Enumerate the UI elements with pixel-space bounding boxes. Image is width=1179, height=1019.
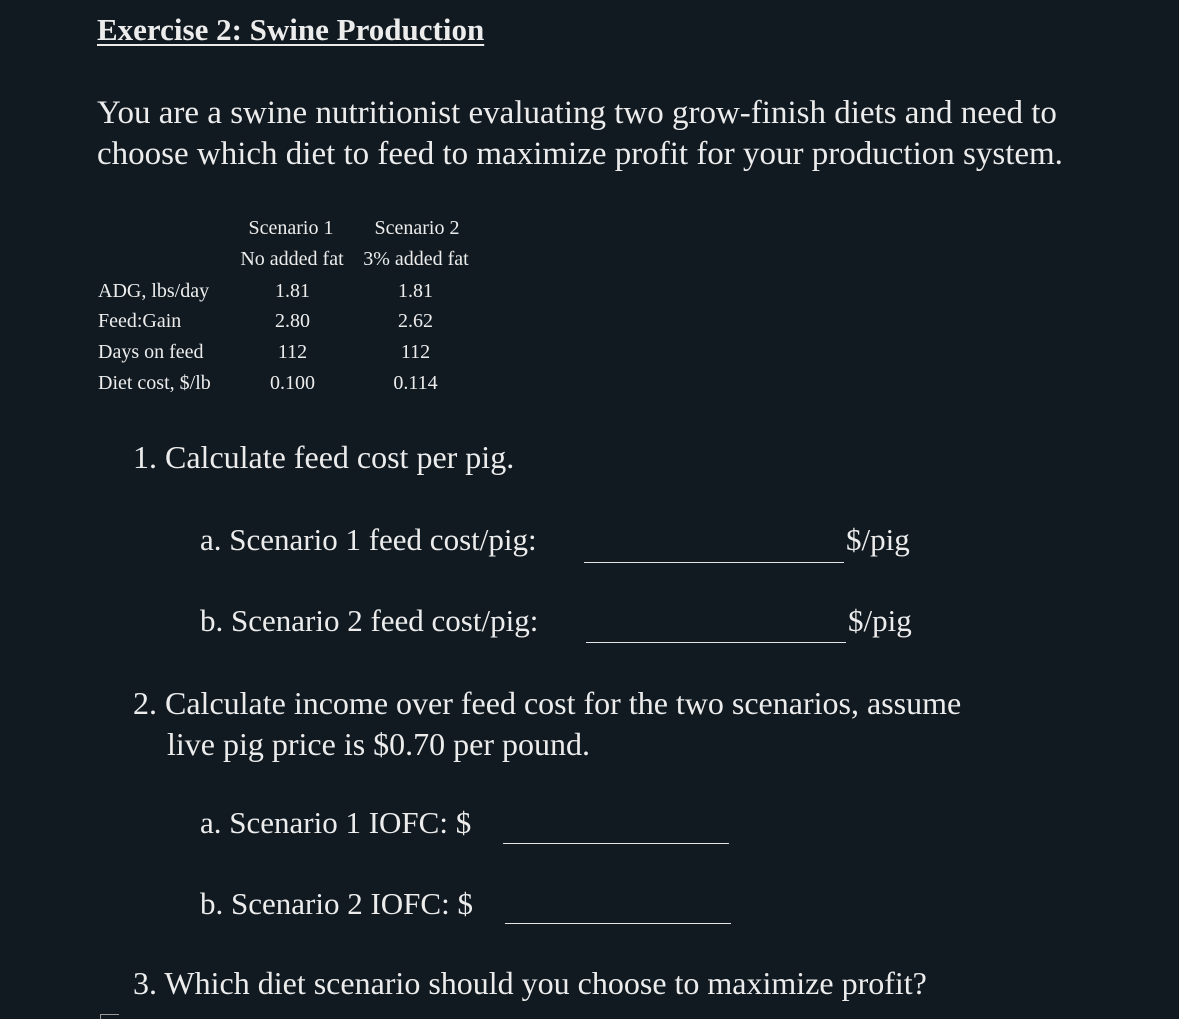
question-2-line-2: live pig price is $0.70 per pound. bbox=[167, 726, 591, 762]
cell-feed-gain-s2: 2.62 bbox=[398, 310, 433, 332]
cell-adg-s1: 1.81 bbox=[275, 280, 310, 302]
q2a-answer-blank[interactable] bbox=[503, 843, 729, 844]
question-2-line-1: 2. Calculate income over feed cost for the two scenarios, assume bbox=[133, 685, 962, 721]
intro-paragraph: You are a swine nutritionist evaluating two grow-finish diets and need to choose which diet to feed to maximize profit for your production system. bbox=[97, 95, 1063, 172]
q2b-answer-blank[interactable] bbox=[505, 923, 731, 924]
q1b-label: b. Scenario 2 feed cost/pig: bbox=[200, 603, 539, 638]
question-2 bbox=[133, 683, 1133, 765]
question-1: 1. Calculate feed cost per pig. bbox=[133, 439, 515, 475]
question-3: 3. Which diet scenario should you choose to maximize profit? bbox=[133, 965, 927, 1001]
cell-adg-s2: 1.81 bbox=[398, 280, 433, 302]
header-scenario-1: Scenario 1 bbox=[248, 217, 334, 239]
row-label-diet-cost: Diet cost, $/lb bbox=[98, 372, 211, 394]
cell-diet-cost-s1: 0.100 bbox=[270, 372, 315, 394]
q1b-unit: $/pig bbox=[848, 603, 912, 638]
row-label-days-on-feed: Days on feed bbox=[98, 341, 204, 363]
header-3pct-added-fat: 3% added fat bbox=[363, 248, 469, 270]
q1b-answer-blank[interactable] bbox=[586, 642, 846, 643]
q1a-unit: $/pig bbox=[846, 522, 910, 557]
q1a-label: a. Scenario 1 feed cost/pig: bbox=[200, 522, 537, 557]
page-title: Exercise 2: Swine Production bbox=[97, 12, 485, 47]
row-label-feed-gain: Feed:Gain bbox=[98, 310, 182, 332]
next-element-corner bbox=[100, 1014, 119, 1019]
header-scenario-2: Scenario 2 bbox=[374, 217, 460, 239]
header-no-added-fat: No added fat bbox=[240, 248, 344, 270]
cell-days-s1: 112 bbox=[277, 341, 308, 363]
cell-feed-gain-s1: 2.80 bbox=[275, 310, 310, 332]
cell-days-s2: 112 bbox=[400, 341, 431, 363]
q2b-label: b. Scenario 2 IOFC: $ bbox=[200, 886, 473, 921]
cell-diet-cost-s2: 0.114 bbox=[393, 372, 438, 394]
row-label-adg: ADG, lbs/day bbox=[98, 280, 210, 302]
q2a-label: a. Scenario 1 IOFC: $ bbox=[200, 805, 472, 840]
q1a-answer-blank[interactable] bbox=[584, 562, 844, 563]
